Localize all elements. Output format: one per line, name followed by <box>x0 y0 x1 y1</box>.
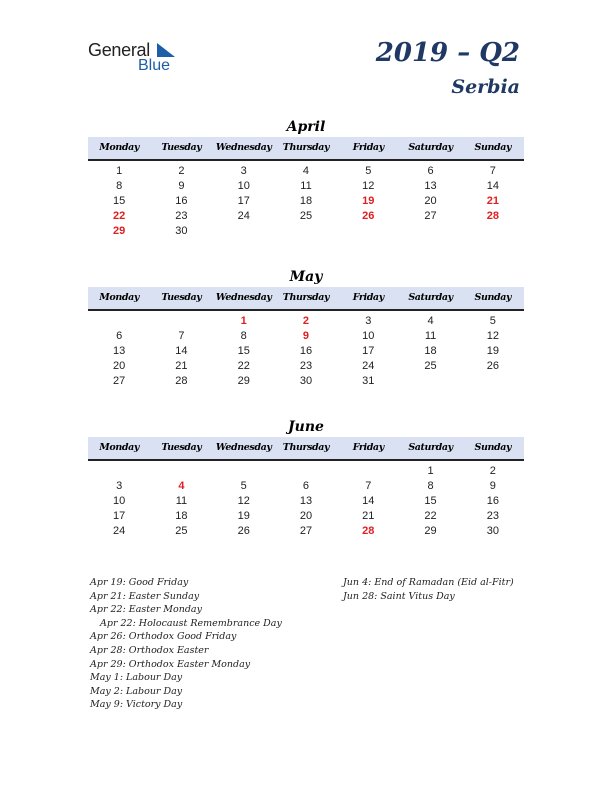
day-cell: 16 <box>486 495 499 507</box>
holiday-entry: May 9: Victory Day <box>90 699 183 711</box>
weekday-label: Tuesday <box>161 442 202 453</box>
day-cell: 6 <box>116 330 123 342</box>
day-cell: 18 <box>424 345 437 357</box>
day-cell: 10 <box>237 180 250 192</box>
day-cell: 29 <box>113 225 126 237</box>
day-cell: 17 <box>237 195 250 207</box>
month-name: June <box>288 419 324 435</box>
day-cell: 12 <box>362 180 375 192</box>
weekday-label: Monday <box>99 292 139 303</box>
weekday-label: Thursday <box>282 442 330 453</box>
weekday-header <box>88 137 524 161</box>
day-cell: 30 <box>486 525 499 537</box>
week-row <box>88 494 524 509</box>
day-cell: 14 <box>486 180 499 192</box>
day-cell: 25 <box>299 210 313 222</box>
day-cell: 26 <box>362 210 375 222</box>
holiday-entry: May 2: Labour Day <box>90 685 183 697</box>
holiday-entry: Apr 26: Orthodox Good Friday <box>90 631 237 643</box>
day-cell: 8 <box>427 480 434 492</box>
empty-day-cell <box>213 224 275 239</box>
day-cell: 29 <box>237 375 250 387</box>
week-row <box>88 164 524 179</box>
day-cell: 7 <box>365 480 372 492</box>
day-cell: 8 <box>116 180 123 192</box>
day-cell: 15 <box>424 495 437 507</box>
weekday-label: Tuesday <box>161 292 202 303</box>
week-row <box>88 464 524 479</box>
day-cell: 3 <box>240 165 247 177</box>
weekday-label: Monday <box>99 442 139 453</box>
weekday-label: Thursday <box>282 142 330 153</box>
logo <box>88 40 188 80</box>
day-cell: 19 <box>362 195 375 207</box>
day-cell: 16 <box>299 345 313 357</box>
day-cell: 28 <box>175 375 188 387</box>
day-cell: 3 <box>116 480 123 492</box>
empty-day-cell <box>337 464 399 479</box>
day-cell: 15 <box>237 345 250 357</box>
day-cell: 1 <box>240 315 247 327</box>
empty-day-cell <box>275 224 337 239</box>
day-cell: 11 <box>300 180 312 192</box>
week-row <box>88 209 524 224</box>
day-cell: 8 <box>240 330 247 342</box>
day-cell: 9 <box>489 480 496 492</box>
weekday-header <box>88 437 524 461</box>
day-cell: 10 <box>113 495 126 507</box>
weekday-label: Sunday <box>474 442 512 453</box>
holiday-entry: May 1: Labour Day <box>90 672 183 684</box>
day-cell: 26 <box>486 360 499 372</box>
week-row <box>88 179 524 194</box>
day-cell: 28 <box>486 210 499 222</box>
week-row <box>88 509 524 524</box>
day-cell: 22 <box>237 360 250 372</box>
day-cell: 3 <box>365 315 372 327</box>
day-cell: 4 <box>302 165 310 177</box>
day-cell: 29 <box>424 525 437 537</box>
day-cell: 22 <box>113 210 126 222</box>
day-cell: 4 <box>178 480 185 492</box>
logo-general-text: General <box>88 40 150 60</box>
day-cell: 1 <box>427 465 434 477</box>
day-cell: 6 <box>427 165 434 177</box>
day-cell: 7 <box>178 330 185 342</box>
day-cell: 14 <box>175 345 188 357</box>
week-row <box>88 374 524 389</box>
day-cell: 23 <box>175 210 188 222</box>
day-cell: 30 <box>175 225 188 237</box>
day-cell: 20 <box>424 195 437 207</box>
day-cell: 24 <box>237 210 250 222</box>
day-cell: 27 <box>113 375 126 387</box>
empty-day-cell <box>462 224 524 239</box>
day-cell: 4 <box>427 315 434 327</box>
week-row <box>88 359 524 374</box>
weekday-label: Saturday <box>408 142 453 153</box>
day-cell: 25 <box>175 525 188 537</box>
day-cell: 11 <box>175 495 188 507</box>
week-row <box>88 314 524 329</box>
day-cell: 12 <box>486 330 499 342</box>
empty-day-cell <box>399 374 461 389</box>
day-cell: 17 <box>113 510 126 522</box>
day-cell: 23 <box>486 510 499 522</box>
empty-day-cell <box>88 464 150 479</box>
weekday-label: Thursday <box>282 292 330 303</box>
weekday-label: Friday <box>352 142 384 153</box>
country-name: Serbia <box>451 76 520 98</box>
weekday-label: Saturday <box>408 442 453 453</box>
day-cell: 21 <box>175 360 188 372</box>
holiday-entry: Apr 22: Holocaust Remembrance Day <box>100 617 282 629</box>
day-cell: 16 <box>175 195 188 207</box>
day-cell: 9 <box>302 330 310 342</box>
day-cell: 13 <box>299 495 313 507</box>
weekday-label: Tuesday <box>161 142 202 153</box>
day-cell: 5 <box>365 165 372 177</box>
weekday-header <box>88 287 524 311</box>
empty-day-cell <box>399 224 461 239</box>
weekday-label: Friday <box>352 292 384 303</box>
weekday-label: Monday <box>99 142 139 153</box>
day-cell: 27 <box>424 210 437 222</box>
day-cell: 23 <box>299 360 313 372</box>
holiday-entry: Apr 22: Easter Monday <box>90 604 202 616</box>
day-cell: 15 <box>113 195 126 207</box>
day-cell: 11 <box>424 330 437 342</box>
day-cell: 24 <box>362 360 375 372</box>
weekday-label: Friday <box>352 442 384 453</box>
day-cell: 21 <box>362 510 375 522</box>
day-cell: 26 <box>237 525 250 537</box>
week-row <box>88 329 524 344</box>
weekday-label: Saturday <box>408 292 453 303</box>
day-cell: 25 <box>424 360 437 372</box>
day-cell: 30 <box>299 375 313 387</box>
empty-day-cell <box>88 314 150 329</box>
holiday-entry: Apr 19: Good Friday <box>90 577 189 588</box>
weekday-label: Wednesday <box>215 142 272 153</box>
day-cell: 10 <box>362 330 375 342</box>
day-cell: 12 <box>237 495 250 507</box>
day-cell: 1 <box>116 165 123 177</box>
logo-blue-text: Blue <box>138 57 171 74</box>
weekday-label: Wednesday <box>215 292 272 303</box>
holiday-entry: Jun 4: End of Ramadan (Eid al-Fitr) <box>343 577 514 588</box>
day-cell: 18 <box>175 510 188 522</box>
day-cell: 5 <box>489 315 496 327</box>
day-cell: 22 <box>424 510 437 522</box>
holiday-entry: Jun 28: Saint Vitus Day <box>343 590 455 602</box>
month-name: April <box>286 119 326 135</box>
day-cell: 18 <box>299 195 313 207</box>
week-row <box>88 479 524 494</box>
month-may <box>88 267 524 389</box>
holiday-entry: Apr 29: Orthodox Easter Monday <box>90 658 251 670</box>
day-cell: 31 <box>362 375 375 387</box>
weekday-label: Wednesday <box>215 442 272 453</box>
day-cell: 14 <box>362 495 375 507</box>
week-row <box>88 194 524 209</box>
day-cell: 6 <box>302 480 310 492</box>
weekday-label: Sunday <box>474 292 512 303</box>
holiday-list-left <box>90 576 282 712</box>
day-cell: 7 <box>489 165 496 177</box>
page-title: 2019 – Q2 <box>375 38 520 68</box>
day-cell: 13 <box>424 180 437 192</box>
week-row <box>88 224 524 239</box>
day-cell: 17 <box>362 345 375 357</box>
month-april <box>88 117 524 239</box>
day-cell: 28 <box>362 525 375 537</box>
day-cell: 9 <box>178 180 185 192</box>
day-cell: 19 <box>237 510 250 522</box>
empty-day-cell <box>275 464 337 479</box>
day-cell: 27 <box>299 525 313 537</box>
day-cell: 13 <box>113 345 126 357</box>
day-cell: 2 <box>178 165 185 177</box>
empty-day-cell <box>150 314 212 329</box>
day-cell: 20 <box>299 510 313 522</box>
day-cell: 19 <box>486 345 499 357</box>
day-cell: 2 <box>302 315 310 327</box>
empty-day-cell <box>337 224 399 239</box>
day-cell: 21 <box>486 195 499 207</box>
empty-day-cell <box>213 464 275 479</box>
weekday-label: Sunday <box>474 142 512 153</box>
month-name: May <box>289 269 323 285</box>
week-row <box>88 524 524 539</box>
day-cell: 2 <box>489 465 496 477</box>
month-june <box>88 417 524 539</box>
day-cell: 5 <box>240 480 247 492</box>
holiday-entry: Apr 28: Orthodox Easter <box>90 644 209 656</box>
empty-day-cell <box>150 464 212 479</box>
day-cell: 20 <box>113 360 126 372</box>
day-cell: 24 <box>113 525 126 537</box>
holiday-list-right <box>343 576 514 603</box>
empty-day-cell <box>462 374 524 389</box>
holiday-entry: Apr 21: Easter Sunday <box>90 590 200 602</box>
week-row <box>88 344 524 359</box>
